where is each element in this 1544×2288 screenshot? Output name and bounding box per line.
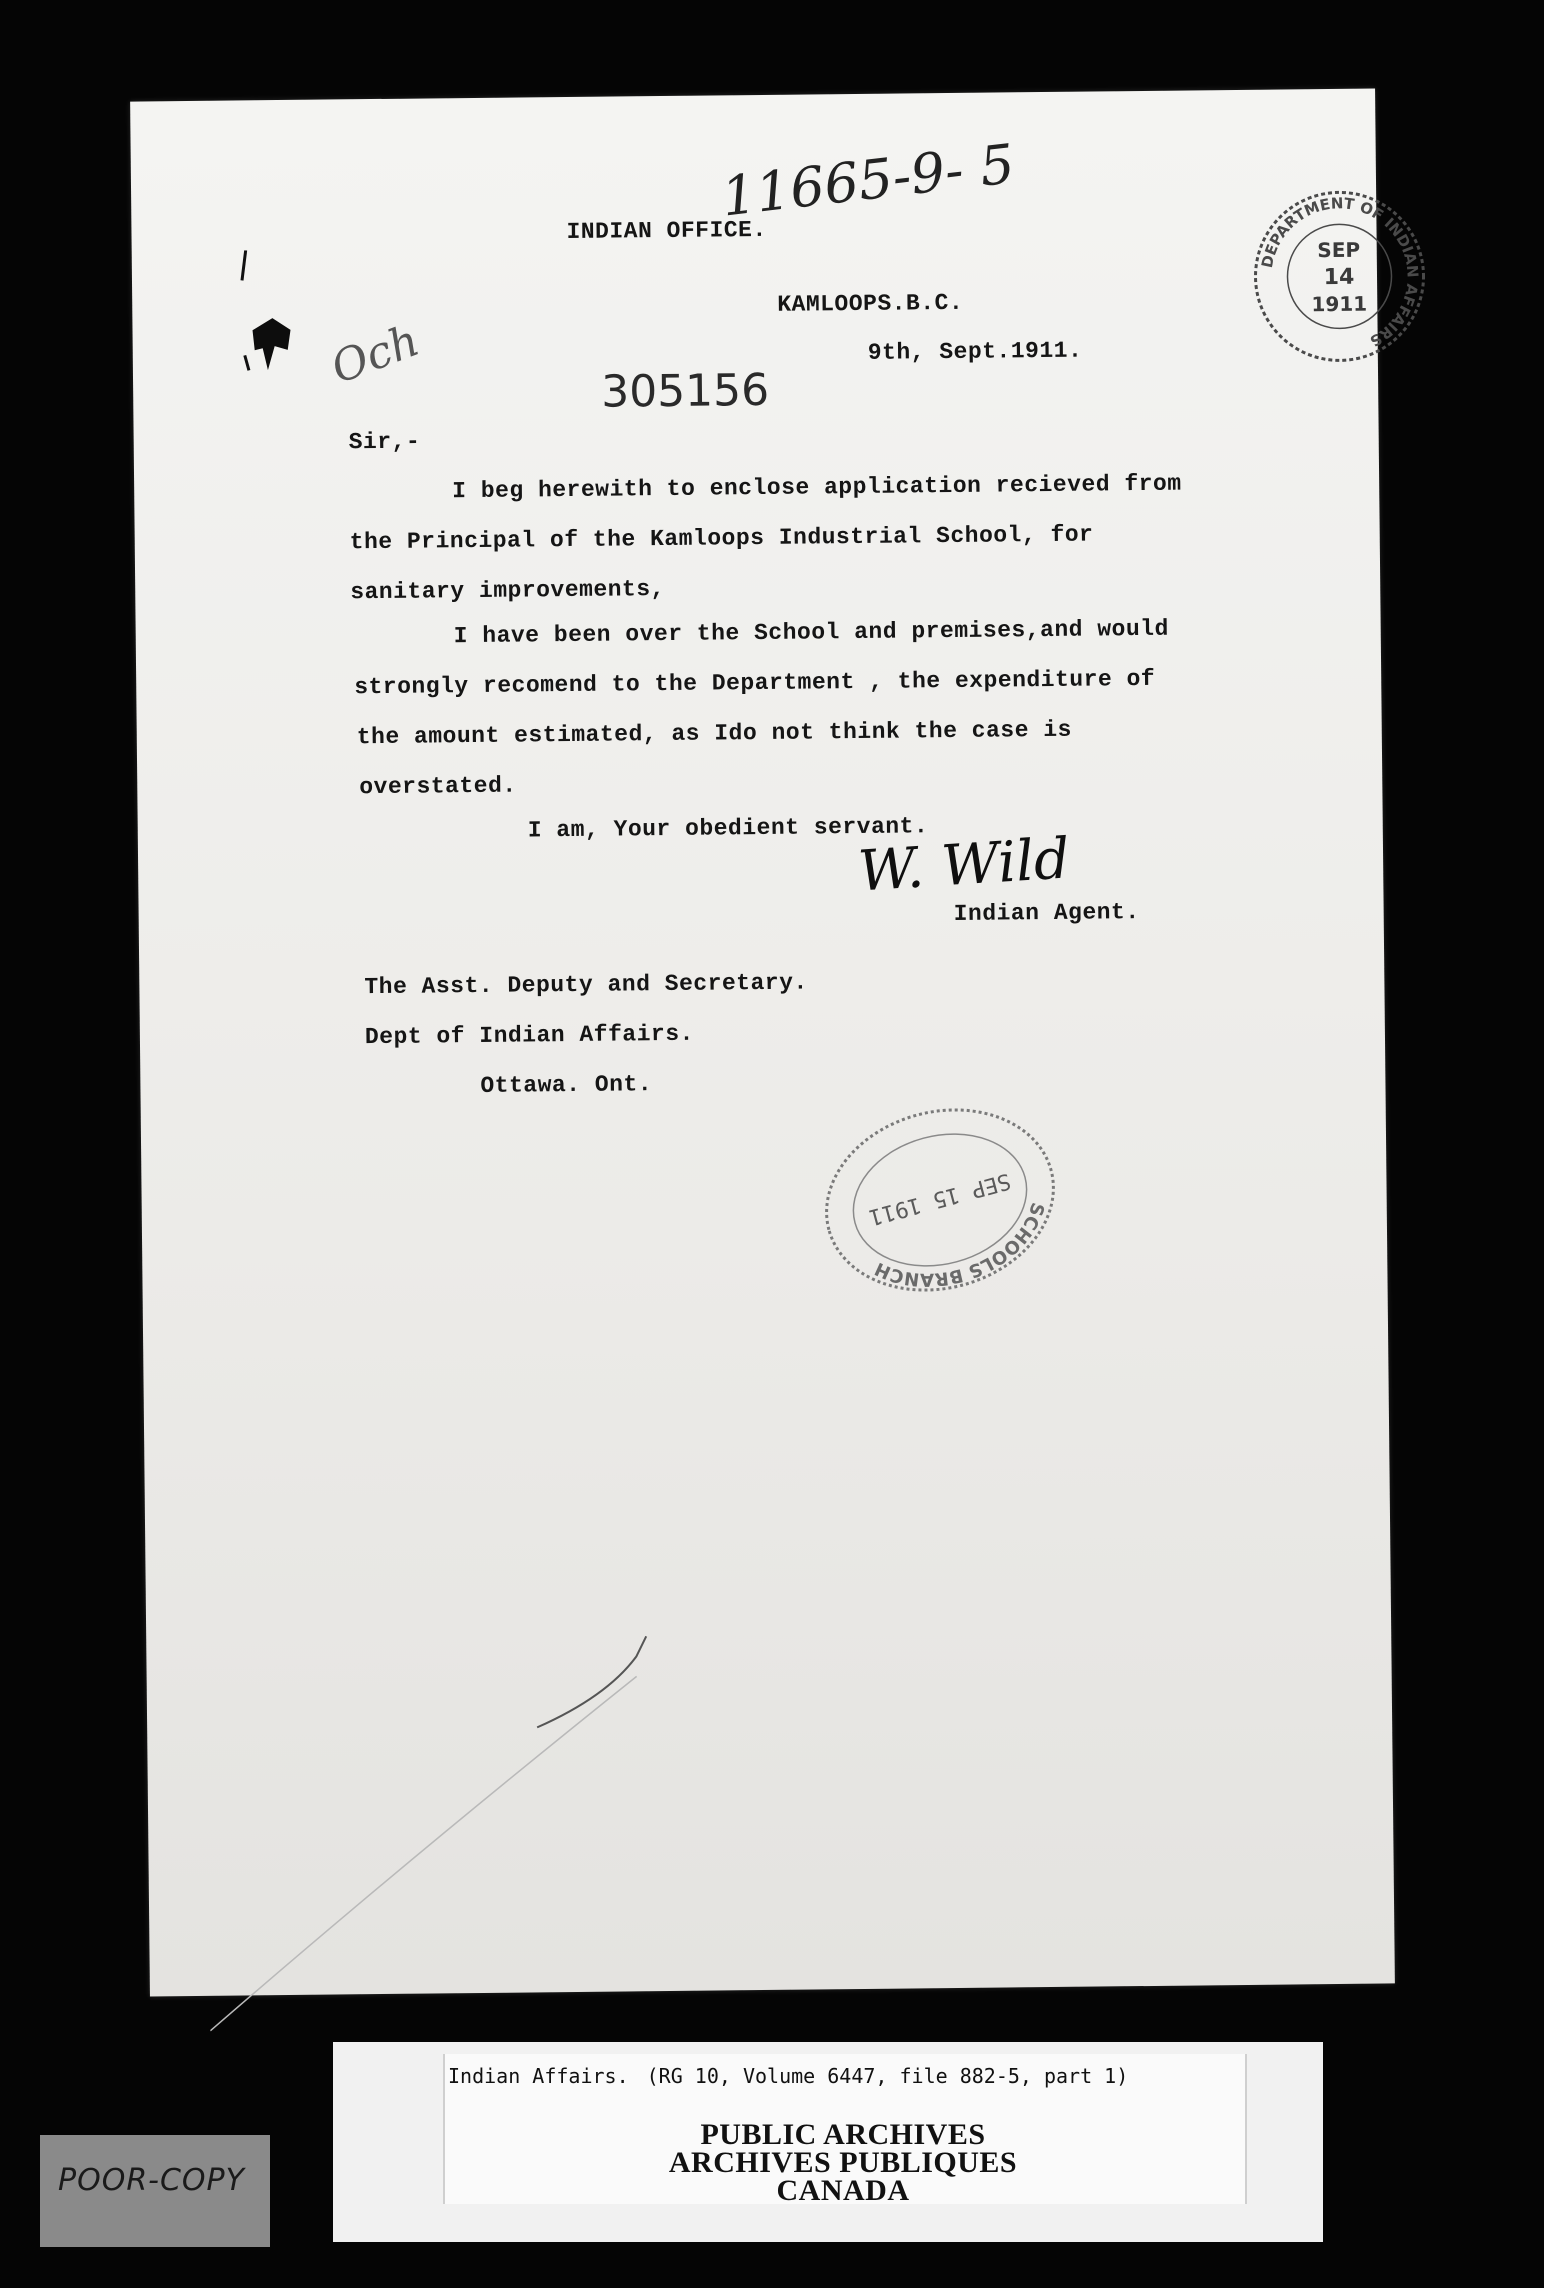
initials-annotation: Och [324,314,426,395]
archives-label [333,2042,1323,2242]
signer-title: Indian Agent. [953,899,1140,927]
ink-blot-mark [232,250,303,381]
body-line: strongly recomend to the Department , the expenditure of [354,665,1156,701]
archive-name-english: PUBLIC ARCHIVES [700,2118,986,2151]
received-stamp-month: SEP [1317,237,1361,263]
registry-number-annotation: 305156 [600,364,770,418]
addressee-line: Dept of Indian Affairs. [364,1020,694,1051]
letter-place: KAMLOOPS.B.C. [777,289,964,318]
signature: W. Wild [856,826,1072,905]
poor-copy-tag [40,2135,270,2247]
pencil-stroke-mark [205,1555,770,2041]
body-line: I have been over the School and premises,and would [453,615,1169,650]
archive-country: CANADA [776,2174,910,2207]
body-line: the amount estimated, as Ido not think the case is [356,716,1073,751]
letter-page [130,89,1422,1997]
schools-stamp-ring-text: SCHOOLS BRANCH [871,1200,1049,1290]
schools-stamp-date: SEP 15 1911 [866,1167,1014,1230]
file-number-annotation: 11665-9- 5 [718,132,1018,229]
letter-date: 9th, Sept.1911. [867,337,1083,366]
received-date-stamp [1251,188,1428,365]
body-line: overstated. [359,772,517,801]
body-line: the Principal of the Kamloops Industrial School, for [349,521,1094,556]
archive-file-reference: (RG 10, Volume 6447, file 882-5, part 1) [646,2064,1129,2088]
archive-name-french: ARCHIVES PUBLIQUES [668,2146,1018,2179]
letter-salutation: Sir,- [348,428,421,456]
received-stamp-ring-text: DEPARTMENT OF INDIAN AFFAIRS [1257,194,1422,351]
archive-collection: Indian Affairs. [448,2064,629,2088]
letter-closing: I am, Your obedient servant. [527,813,929,844]
archive-reference [448,2064,1128,2088]
addressee-line: Ottawa. Ont. [480,1071,653,1099]
received-stamp-year: 1911 [1311,291,1368,317]
poor-copy-text: POOR-COPY [58,2163,245,2198]
received-stamp-day: 14 [1323,264,1355,291]
body-line: I beg herewith to enclose application recieved from [452,470,1182,505]
addressee-line: The Asst. Deputy and Secretary. [364,969,808,1001]
body-line: sanitary improvements, [350,575,666,606]
letter-heading: INDIAN OFFICE. [566,216,767,246]
schools-branch-stamp [815,1100,1065,1300]
